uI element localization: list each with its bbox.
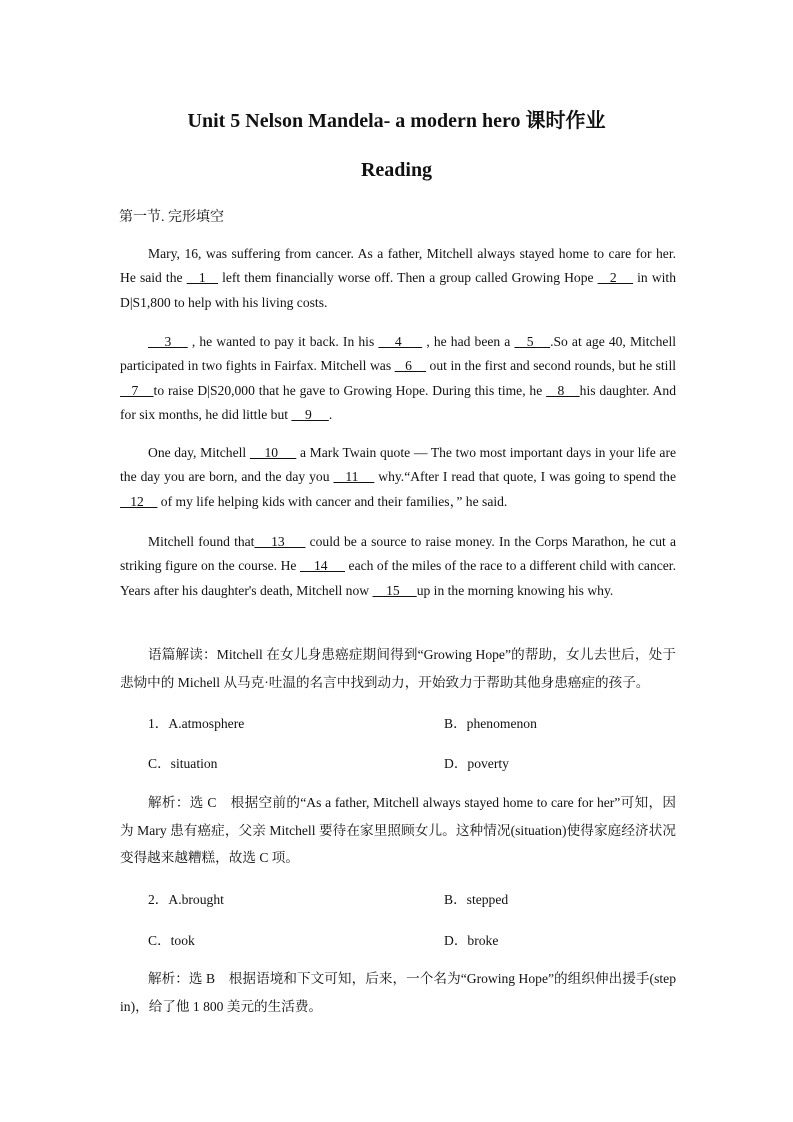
passage-text: to raise D|S20,000 that he gave to Growing Hope. During this time, he [153, 382, 547, 398]
passage-text: out in the first and second rounds, but he still [426, 358, 677, 374]
q1-option-a: 1．A.atmosphere [148, 716, 245, 731]
blank-15: 15 [372, 582, 417, 598]
blank-9: 9 [291, 406, 329, 422]
passage-text: , he had been a [422, 334, 515, 349]
passage-text: his daughter. And for six months, he did little but [120, 382, 677, 422]
blank-3: 3 [148, 334, 188, 349]
blank-10: 10 [249, 445, 297, 460]
passage-text: , he wanted to pay it back. In his [187, 334, 379, 349]
passage-text: .So at age 40, Mitchell participated in two fights in Fairfax. Mitchell was [120, 334, 677, 374]
blank-4: 4 [378, 334, 423, 349]
blank-2: 2 [597, 270, 634, 286]
q2-explanation: 解析：选 B 根据语境和下文可知，后来，一个名为“Growing Hope”的组织伸出援手(step in)，给了他 1 800 美元的生活费。 [120, 971, 676, 1014]
passage-paragraph-2 [120, 330, 676, 427]
q2-option-d: D．broke [444, 933, 499, 948]
passage-text: . [328, 406, 333, 422]
passage-text: a Mark Twain quote — The two most important days in your life are the day you are born, and the day you [120, 445, 677, 485]
blank-5: 5 [514, 334, 551, 349]
blank-1: 1 [186, 270, 218, 286]
q2-option-c: C．took [148, 933, 195, 948]
blank-6: 6 [394, 358, 427, 374]
passage-text: of my life helping kids with cancer and their families，” he said. [157, 493, 508, 509]
passage-text: left them financially worse off. Then a group called Growing Hope [217, 270, 598, 286]
passage-paragraph-3 [120, 441, 676, 514]
q1-option-d: D．poverty [444, 756, 509, 771]
q1-explanation: 解析：选 C 根据空前的“As a father, Mitchell always stayed home to care for her”可知，因为 Mary 患有癌症，父亲 Mitchell 要待在家里照顾女儿。这种情况(situation)使得家庭经济状况变得越来越糟糕，故选 C 项。 [120, 795, 676, 865]
blank-13: 13 [254, 534, 306, 549]
blank-7: 7 [120, 382, 154, 398]
q1-option-b: B．phenomenon [444, 716, 537, 731]
q2-option-b: B．stepped [444, 892, 509, 907]
passage-summary: 语篇解读：Mitchell 在女儿身患癌症期间得到“Growing Hope”的帮助，女儿去世后，处于悲恸中的 Michell 从马克·吐温的名言中找到动力，开始致力于帮助其他身患癌症的孩子。 [120, 647, 676, 690]
blank-12: 12 [120, 493, 158, 509]
passage-text: why.“After I read that quote, I was going to spend the [374, 469, 676, 485]
blank-11: 11 [333, 469, 375, 485]
blank-14: 14 [299, 558, 346, 574]
passage-text: could be a source to raise money. In the Corps Marathon, he cut a striking figure on the course. He [120, 534, 676, 574]
passage-paragraph-4 [120, 530, 676, 603]
passage-text: Mary, 16, was suffering from cancer. As a father, Mitchell always stayed home to care for her. He said the [120, 246, 676, 286]
q1-option-c: C．situation [148, 756, 218, 771]
document-subtitle: Reading [360, 159, 433, 181]
passage-paragraph-1 [120, 242, 676, 315]
section-heading: 第一节. 完形填空 [119, 210, 224, 225]
document-title: Unit 5 Nelson Mandela- a modern hero 课时作业 [187, 110, 606, 132]
passage-text: One day, Mitchell [148, 445, 250, 460]
passage-text: Mitchell found that [148, 534, 255, 549]
blank-8: 8 [546, 382, 580, 398]
q2-option-a: 2．A.brought [148, 892, 224, 907]
passage-text: up in the morning knowing his why. [416, 582, 614, 598]
passage-text: in with D|S1,800 to help with his living costs. [120, 270, 676, 310]
passage-text: each of the miles of the race to a different child with cancer. Years after his daughter's death, Mitchell now [120, 558, 676, 598]
